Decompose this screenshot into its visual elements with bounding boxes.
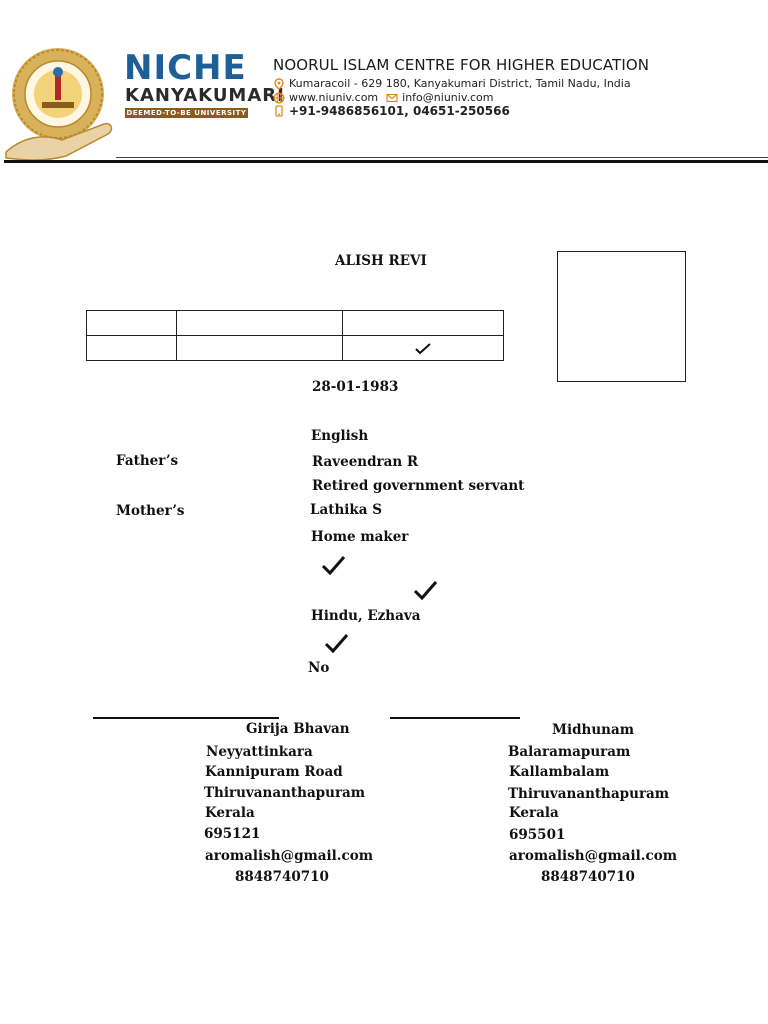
header-rule-thick <box>4 160 768 163</box>
location-pin-icon <box>273 78 285 90</box>
table-row <box>87 311 504 336</box>
phone-text: +91-9486856101, 04651-250566 <box>289 104 510 118</box>
checkmark-icon <box>321 554 347 578</box>
brand-tagline: DEEMED-TO-BE UNIVERSITY <box>126 109 247 117</box>
address-right-email: aromalish@gmail.com <box>509 848 678 864</box>
address-left-line3: Thiruvananthapuram <box>204 785 366 801</box>
address-left-line1: Neyyattinkara <box>206 744 313 760</box>
table-cell <box>343 336 504 361</box>
address-left-house: Girija Bhavan <box>246 721 350 737</box>
table-cell <box>177 311 343 336</box>
globe-icon <box>273 92 285 104</box>
religion-caste: Hindu, Ezhava <box>311 608 421 624</box>
checkmark-icon <box>413 579 439 603</box>
checkmark-icon <box>414 342 432 356</box>
address-right-line1: Balaramapuram <box>508 744 631 760</box>
web-email-line <box>273 91 493 104</box>
phone-line <box>273 104 510 118</box>
divider-line <box>93 717 279 719</box>
address-left-phone: 8848740710 <box>235 869 329 885</box>
website-link[interactable]: www.niuniv.com <box>289 91 379 104</box>
table-row <box>87 336 504 361</box>
address-line <box>273 77 631 90</box>
address-left-email: aromalish@gmail.com <box>205 848 374 864</box>
mail-icon <box>386 92 398 104</box>
mothers-label: Mother’s <box>116 503 185 519</box>
university-seal-logo <box>4 44 116 162</box>
table-cell <box>177 336 343 361</box>
divider-line <box>390 717 520 719</box>
applicant-name: ALISH REVI <box>335 253 427 269</box>
table-cell <box>343 311 504 336</box>
info-table <box>86 310 504 361</box>
address-right-state: Kerala <box>509 805 559 821</box>
address-right-line3: Thiruvananthapuram <box>508 786 670 802</box>
checkmark-icon <box>324 632 350 656</box>
address-left-line2: Kannipuram Road <box>205 764 343 780</box>
fathers-name: Raveendran R <box>312 454 419 470</box>
header-rule-thin <box>116 157 768 158</box>
institution-name: NOORUL ISLAM CENTRE FOR HIGHER EDUCATION <box>273 56 650 74</box>
address-left-state: Kerala <box>205 805 255 821</box>
address-right-phone: 8848740710 <box>541 869 635 885</box>
fathers-occupation: Retired government servant <box>312 478 525 494</box>
photo-box <box>557 251 686 382</box>
brand-location: KANYAKUMARI <box>125 85 285 106</box>
address-right-line2: Kallambalam <box>509 764 610 780</box>
address-left-pin: 695121 <box>204 826 261 842</box>
address-text: Kumaracoil - 629 180, Kanyakumari District, Tamil Nadu, India <box>289 77 631 90</box>
brand-wordmark: NICHE <box>124 48 247 88</box>
mothers-occupation: Home maker <box>311 529 409 545</box>
table-cell <box>87 311 177 336</box>
answer-value: No <box>308 660 330 676</box>
phone-icon <box>273 105 285 117</box>
table-cell <box>87 336 177 361</box>
fathers-label: Father’s <box>116 453 179 469</box>
date-of-birth: 28-01-1983 <box>312 379 399 395</box>
address-right-pin: 695501 <box>509 827 566 843</box>
language-value: English <box>311 428 369 444</box>
mothers-name: Lathika S <box>310 502 382 518</box>
email-link[interactable]: info@niuniv.com <box>402 91 494 104</box>
address-right-house: Midhunam <box>552 722 634 738</box>
